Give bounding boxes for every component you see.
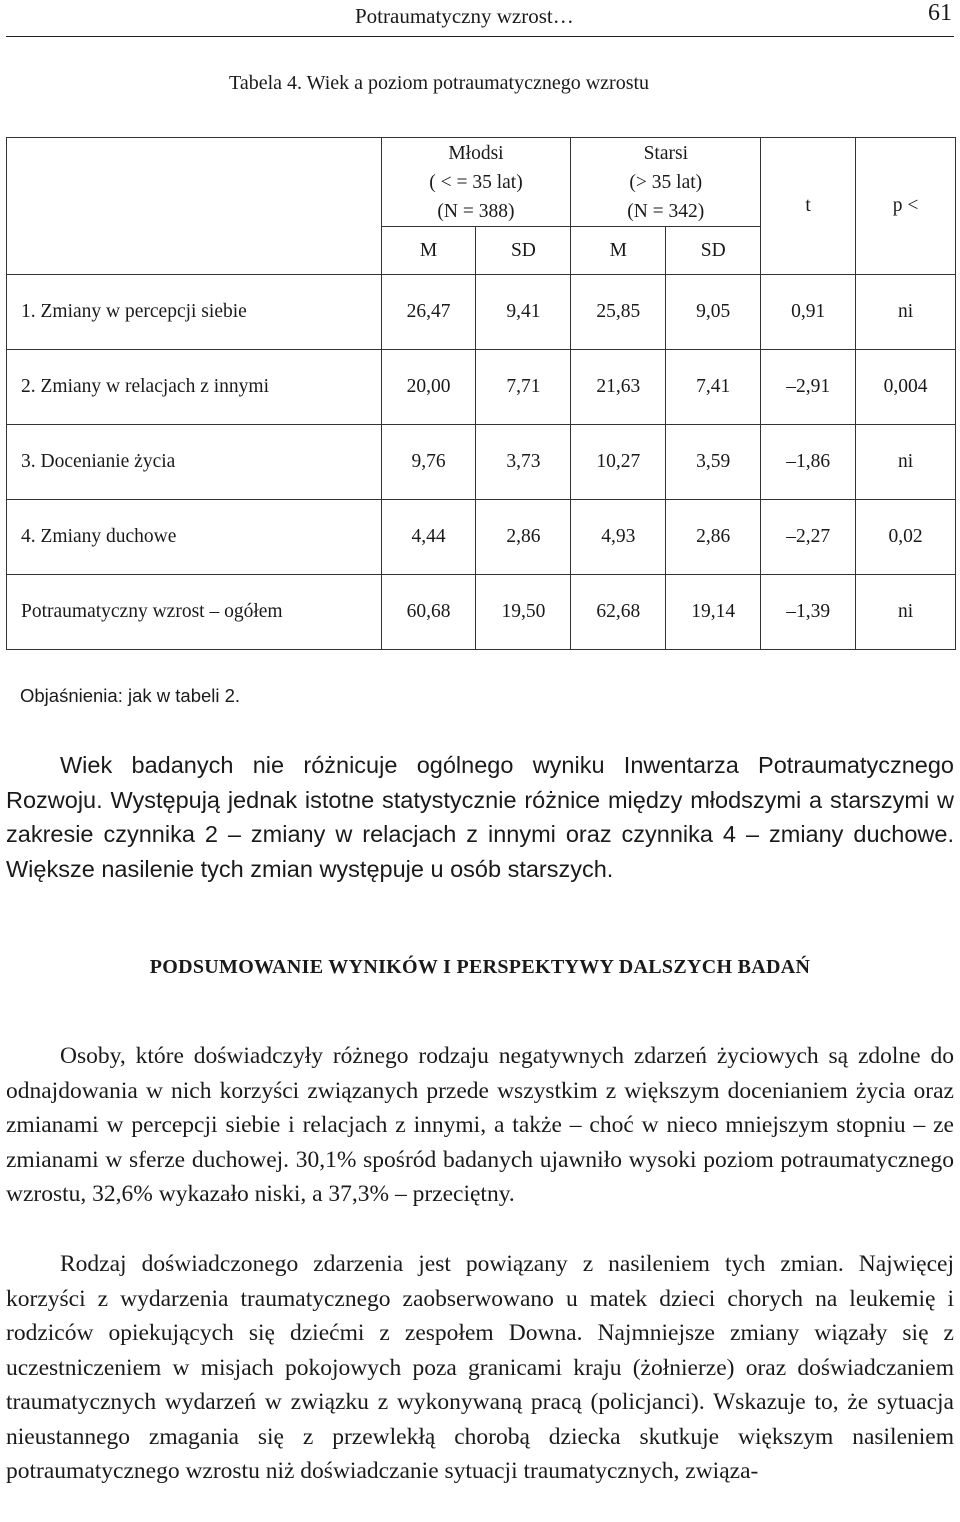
column-header-mean: M — [381, 227, 476, 275]
paragraph-event-type: Rodzaj doświadczonego zdarzenia jest powiązany z nasileniem tych zmian. Najwięcej korzyści z wydarzenia traumatycznego zaobserwowano u matek dzieci chorych na leukemię i rodziców opiekujących się dziećmi z zespołem Downa. Najmniejsze zmiany wiązały się z uczestniczeniem w misjach pokojowych poza granicami kraju (żołnierze) oraz doświadczaniem traumatycznych wydarzeń w związku z wykonywaną pracą (policjanci). Wskazuje to, że sytuacja nieustannego zmagania się z przewlekłą chorobą dziecka skutkuje większym nasileniem potraumatycznego wzrostu niż doświadczanie sytuacji traumatycznych, związa- — [6, 1251, 954, 1484]
table-cell: 7,71 — [476, 350, 571, 425]
table-cell: 26,47 — [381, 275, 476, 350]
results-table — [6, 137, 956, 650]
row-label: Potraumatyczny wzrost – ogółem — [7, 575, 382, 650]
table-row — [7, 350, 956, 425]
table-cell: 9,05 — [666, 275, 761, 350]
table-cell: –1,86 — [761, 425, 856, 500]
table-cell: 3,59 — [666, 425, 761, 500]
table-cell: 19,50 — [476, 575, 571, 650]
table-corner-cell — [7, 138, 382, 275]
table-row — [7, 275, 956, 350]
column-header-sd: SD — [476, 227, 571, 275]
section-heading: PODSUMOWANIE WYNIKÓW I PERSPEKTYWY DALSZYCH BADAŃ — [149, 956, 811, 978]
table-cell: 0,02 — [856, 500, 956, 575]
header-rule — [6, 36, 954, 37]
table-cell: 0,004 — [856, 350, 956, 425]
group-young-header: Młodsi ( < = 35 lat) (N = 388) — [381, 138, 571, 227]
table-cell: 7,41 — [666, 350, 761, 425]
table-cell: 2,86 — [476, 500, 571, 575]
row-label: 3. Docenianie życia — [7, 425, 382, 500]
paragraph-age-results: Wiek badanych nie różnicuje ogólnego wyniku Inwentarza Potraumatycznego Rozwoju. Występują jednak istotne statystycznie różnice między młodszymi a starszymi w zakresie czynnika 2 – zmiany w relacjach z innymi oraz czynnika 4 – zmiany duchowe. Większe nasilenie tych zmian występuje u osób starszych. — [6, 752, 954, 882]
table-row — [7, 425, 956, 500]
column-header-p: p < — [856, 138, 956, 275]
table-cell: 4,93 — [571, 500, 666, 575]
table-cell: 60,68 — [381, 575, 476, 650]
group-old-header: Starsi (> 35 lat) (N = 342) — [571, 138, 761, 227]
table-cell: 20,00 — [381, 350, 476, 425]
column-header-t: t — [761, 138, 856, 275]
table-cell: 21,63 — [571, 350, 666, 425]
table-cell: 25,85 — [571, 275, 666, 350]
table-cell: 9,76 — [381, 425, 476, 500]
table-cell: –2,91 — [761, 350, 856, 425]
table-cell: ni — [856, 575, 956, 650]
table-row — [7, 575, 956, 650]
table-note: Objaśnienia: jak w tabeli 2. — [20, 685, 241, 706]
column-header-sd: SD — [666, 227, 761, 275]
table-cell: 10,27 — [571, 425, 666, 500]
table-caption: Tabela 4. Wiek a poziom potraumatycznego wzrostu — [229, 72, 650, 94]
table-cell: 4,44 — [381, 500, 476, 575]
table-cell: 3,73 — [476, 425, 571, 500]
row-label: 2. Zmiany w relacjach z innymi — [7, 350, 382, 425]
table-cell: 0,91 — [761, 275, 856, 350]
row-label: 4. Zmiany duchowe — [7, 500, 382, 575]
column-header-mean: M — [571, 227, 666, 275]
table-cell: 62,68 — [571, 575, 666, 650]
table-cell: ni — [856, 275, 956, 350]
page-number: 61 — [928, 0, 952, 26]
table-cell: ni — [856, 425, 956, 500]
running-title: Potraumatyczny wzrost… — [355, 4, 574, 28]
table-cell: 2,86 — [666, 500, 761, 575]
table-cell: 19,14 — [666, 575, 761, 650]
page-header — [0, 0, 960, 36]
table-cell: –2,27 — [761, 500, 856, 575]
table-cell: 9,41 — [476, 275, 571, 350]
paragraph-summary: Osoby, które doświadczyły różnego rodzaju negatywnych zdarzeń życiowych są zdolne do odnajdowania w nich korzyści związanych przede wszystkim z większym docenianiem życia oraz zmianami w percepcji siebie i relacjach z innymi, a także – choć w nieco mniejszym stopniu – ze zmianami w sferze duchowej. 30,1% spośród badanych ujawniło wysoki poziom potraumatycznego wzrostu, 32,6% wykazało niski, a 37,3% – przeciętny. — [6, 1043, 954, 1207]
row-label: 1. Zmiany w percepcji siebie — [7, 275, 382, 350]
table-row — [7, 500, 956, 575]
table-cell: –1,39 — [761, 575, 856, 650]
